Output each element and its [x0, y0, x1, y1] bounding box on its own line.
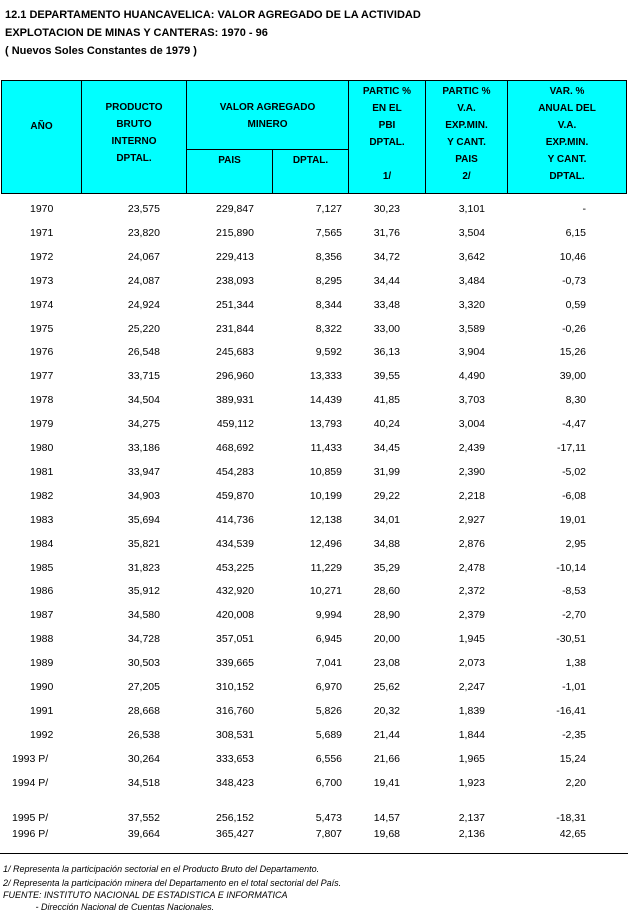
cell-partic-va: 2,218: [458, 489, 485, 502]
cell-anio: 1994 P/: [12, 776, 49, 789]
cell-partic-va: 2,927: [458, 513, 485, 526]
cell-partic-pbi: 14,57: [373, 812, 400, 824]
table-row: [0, 227, 628, 241]
note-source-detail: - Dirección Nacional de Cuentas Nacionales.: [3, 902, 215, 912]
cell-anio: 1983: [30, 513, 54, 526]
cell-va-dptal: 8,356: [315, 250, 342, 263]
header-va-minero: VALOR AGREGADO MINERO: [219, 102, 316, 130]
header-var-anual: VAR. % ANUAL DEL V.A. EXP.MIN. Y CANT. DPTAL.: [538, 86, 596, 182]
cell-partic-pbi: 21,66: [373, 752, 400, 765]
cell-partic-pbi: 29,22: [373, 489, 400, 502]
cell-anio: 1993 P/: [12, 752, 49, 765]
cell-va-pais: 229,847: [216, 203, 254, 215]
cell-partic-va: 4,490: [458, 370, 485, 383]
cell-va-pais: 414,736: [216, 513, 254, 526]
cell-partic-pbi: 20,00: [373, 633, 400, 646]
cell-var: -10,14: [556, 561, 586, 574]
table-row: [0, 828, 628, 842]
cell-anio: 1989: [30, 657, 54, 670]
cell-partic-va: 3,484: [458, 274, 485, 287]
cell-anio: 1972: [30, 250, 54, 263]
table-row: [0, 609, 628, 623]
cell-va-pais: 333,653: [216, 752, 254, 765]
table-row: [0, 394, 628, 408]
table-row: [0, 681, 628, 695]
cell-va-pais: 245,683: [216, 346, 254, 359]
cell-var: 0,59: [565, 298, 586, 311]
cell-va-pais: 310,152: [216, 681, 254, 693]
cell-va-pais: 459,112: [216, 418, 254, 431]
cell-anio: 1974: [30, 298, 54, 311]
cell-partic-pbi: 41,85: [373, 394, 400, 407]
cell-va-dptal: 5,826: [315, 704, 342, 717]
cell-va-pais: 389,931: [216, 394, 254, 407]
cell-partic-pbi: 30,23: [373, 203, 400, 215]
header-pbi: PRODUCTO BRUTO INTERNO DPTAL.: [105, 102, 163, 164]
cell-partic-pbi: 23,08: [373, 657, 400, 670]
table-row: [0, 585, 628, 599]
cell-var: -5,02: [562, 465, 586, 478]
cell-partic-pbi: 31,76: [373, 226, 400, 239]
table-row: [0, 203, 628, 217]
cell-anio: 1980: [30, 442, 54, 454]
note-1: 1/ Representa la participación sectorial en el Producto Bruto del Departamento.: [3, 864, 320, 874]
cell-partic-pbi: 35,29: [373, 561, 400, 574]
cell-var: -18,31: [556, 812, 586, 824]
table-row: [0, 490, 628, 504]
table-row: [0, 323, 628, 337]
cell-var: -: [582, 203, 586, 215]
table-row: [0, 657, 628, 671]
header-partic-pbi: PARTIC % EN EL PBI DPTAL. 1/: [362, 86, 412, 182]
cell-var: 19,01: [559, 513, 586, 526]
cell-partic-va: 3,703: [458, 394, 485, 407]
footer-divider: [0, 853, 628, 854]
cell-partic-va: 2,136: [458, 828, 485, 840]
cell-va-dptal: 8,295: [315, 274, 342, 287]
cell-va-pais: 420,008: [216, 609, 254, 622]
table-row: [0, 442, 628, 456]
table-title: 12.1 DEPARTAMENTO HUANCAVELICA: VALOR AGREGADO DE LA ACTIVIDAD: [5, 9, 421, 21]
cell-pbi: 34,275: [127, 418, 160, 431]
cell-pbi: 34,580: [127, 609, 160, 622]
cell-partic-pbi: 20,32: [373, 704, 400, 717]
cell-va-dptal: 10,271: [309, 585, 342, 598]
cell-va-pais: 296,960: [216, 370, 254, 383]
cell-anio: 1987: [30, 609, 54, 622]
cell-anio: 1984: [30, 537, 54, 550]
cell-var: -4,47: [562, 418, 586, 431]
cell-partic-pbi: 39,55: [373, 370, 400, 383]
cell-pbi: 33,186: [127, 442, 160, 454]
cell-va-pais: 238,093: [216, 274, 254, 287]
cell-va-pais: 308,531: [216, 728, 254, 741]
cell-anio: 1982: [30, 489, 54, 502]
cell-va-pais: 316,760: [216, 704, 254, 717]
cell-va-pais: 432,920: [216, 585, 254, 598]
cell-partic-pbi: 34,88: [373, 537, 400, 550]
cell-va-pais: 231,844: [216, 322, 254, 335]
cell-anio: 1979: [30, 418, 54, 431]
cell-va-dptal: 8,344: [315, 298, 342, 311]
cell-partic-pbi: 28,90: [373, 609, 400, 622]
cell-va-dptal: 5,473: [315, 812, 342, 824]
cell-partic-va: 3,504: [458, 226, 485, 239]
cell-va-pais: 357,051: [216, 633, 254, 646]
cell-va-pais: 348,423: [216, 776, 254, 789]
cell-anio: 1971: [30, 226, 54, 239]
cell-va-pais: 365,427: [216, 828, 254, 840]
cell-partic-va: 2,137: [458, 812, 485, 824]
cell-va-dptal: 13,333: [309, 370, 342, 383]
cell-va-pais: 256,152: [216, 812, 254, 824]
cell-partic-pbi: 34,72: [373, 250, 400, 263]
cell-pbi: 26,538: [127, 728, 160, 741]
cell-var: 39,00: [559, 370, 586, 383]
cell-var: 6,15: [565, 226, 586, 239]
cell-anio: 1990: [30, 681, 54, 693]
table-row: [0, 514, 628, 528]
cell-partic-va: 1,839: [458, 704, 485, 717]
cell-partic-va: 2,247: [458, 681, 485, 693]
table-row: [0, 299, 628, 313]
cell-pbi: 25,220: [127, 322, 160, 335]
cell-va-dptal: 9,592: [315, 346, 342, 359]
cell-va-pais: 468,692: [216, 442, 254, 454]
cell-va-dptal: 7,807: [315, 828, 342, 840]
cell-va-dptal: 8,322: [315, 322, 342, 335]
cell-va-pais: 434,539: [216, 537, 254, 550]
table-row: [0, 812, 628, 826]
cell-pbi: 35,694: [127, 513, 160, 526]
cell-anio: 1995 P/: [12, 812, 49, 824]
cell-pbi: 24,067: [127, 250, 160, 263]
table-row: [0, 705, 628, 719]
cell-va-dptal: 14,439: [309, 394, 342, 407]
cell-va-dptal: 12,496: [309, 537, 342, 550]
cell-partic-va: 1,965: [458, 752, 485, 765]
cell-var: -8,53: [562, 585, 586, 598]
cell-va-pais: 339,665: [216, 657, 254, 670]
cell-anio: 1977: [30, 370, 54, 383]
cell-pbi: 30,264: [127, 752, 160, 765]
cell-var: 2,95: [565, 537, 586, 550]
cell-partic-va: 2,478: [458, 561, 485, 574]
cell-va-dptal: 6,700: [315, 776, 342, 789]
cell-anio: 1970: [30, 203, 54, 215]
cell-anio: 1986: [30, 585, 54, 598]
cell-va-dptal: 13,793: [309, 418, 342, 431]
cell-pbi: 35,912: [127, 585, 160, 598]
cell-anio: 1985: [30, 561, 54, 574]
cell-va-dptal: 10,859: [309, 465, 342, 478]
cell-pbi: 31,823: [127, 561, 160, 574]
cell-anio: 1992: [30, 728, 54, 741]
cell-va-pais: 229,413: [216, 250, 254, 263]
cell-va-dptal: 9,994: [315, 609, 342, 622]
cell-var: -6,08: [562, 489, 586, 502]
cell-var: -2,35: [562, 728, 586, 741]
cell-partic-pbi: 21,44: [373, 728, 400, 741]
cell-va-pais: 251,344: [216, 298, 254, 311]
cell-va-dptal: 11,433: [310, 442, 342, 454]
cell-pbi: 33,947: [127, 465, 160, 478]
cell-pbi: 34,518: [127, 776, 160, 789]
table-row: [0, 466, 628, 480]
cell-va-dptal: 6,945: [315, 633, 342, 646]
cell-partic-va: 3,642: [458, 250, 485, 263]
cell-pbi: 24,087: [127, 274, 160, 287]
cell-va-dptal: 5,689: [315, 728, 342, 741]
cell-var: 8,30: [565, 394, 586, 407]
header-anio: AÑO: [30, 121, 53, 132]
cell-partic-va: 3,904: [458, 346, 485, 359]
cell-var: -17,11: [557, 442, 586, 454]
cell-pbi: 27,205: [127, 681, 160, 693]
cell-anio: 1975: [30, 322, 54, 335]
cell-partic-pbi: 28,60: [373, 585, 400, 598]
cell-var: 42,65: [559, 828, 586, 840]
cell-pbi: 30,503: [127, 657, 160, 670]
cell-pbi: 23,575: [127, 203, 160, 215]
cell-partic-va: 3,320: [458, 298, 485, 311]
table-row: [0, 562, 628, 576]
cell-partic-pbi: 34,01: [373, 513, 400, 526]
cell-var: -2,70: [562, 609, 586, 622]
cell-va-dptal: 6,970: [315, 681, 342, 693]
cell-partic-va: 2,439: [458, 442, 485, 454]
cell-va-dptal: 11,229: [310, 561, 342, 574]
cell-anio: 1981: [30, 465, 54, 478]
table-row: [0, 275, 628, 289]
cell-partic-va: 3,004: [458, 418, 485, 431]
header-pais: PAIS: [218, 155, 241, 166]
table-row: [0, 753, 628, 767]
cell-pbi: 35,821: [127, 537, 160, 550]
cell-pbi: 24,924: [127, 298, 160, 311]
cell-va-pais: 454,283: [216, 465, 254, 478]
cell-var: 10,46: [559, 250, 586, 263]
cell-partic-va: 2,372: [458, 585, 485, 598]
cell-partic-va: 1,945: [458, 633, 485, 646]
cell-partic-va: 2,390: [458, 465, 485, 478]
cell-partic-va: 2,876: [458, 537, 485, 550]
cell-partic-pbi: 31,99: [373, 465, 400, 478]
cell-partic-va: 1,844: [458, 728, 485, 741]
cell-va-pais: 453,225: [216, 561, 254, 574]
cell-partic-va: 3,101: [458, 203, 485, 215]
cell-partic-pbi: 19,68: [373, 828, 400, 840]
note-source: FUENTE: INSTITUTO NACIONAL DE ESTADISTICA E INFORMATICA: [3, 890, 288, 900]
cell-pbi: 39,664: [127, 828, 160, 840]
cell-partic-pbi: 34,45: [373, 442, 400, 454]
cell-partic-va: 2,073: [458, 657, 485, 670]
table-row: [0, 346, 628, 360]
table-row: [0, 633, 628, 647]
table-subtitle: EXPLOTACION DE MINAS Y CANTERAS: 1970 - 96: [5, 27, 268, 39]
cell-var: -0,26: [562, 322, 586, 335]
cell-anio: 1976: [30, 346, 54, 359]
table-row: [0, 729, 628, 743]
cell-var: -30,51: [556, 633, 586, 646]
cell-va-dptal: 7,565: [315, 226, 342, 239]
cell-partic-pbi: 34,44: [373, 274, 400, 287]
cell-partic-pbi: 19,41: [373, 776, 400, 789]
cell-var: 15,24: [559, 752, 586, 765]
cell-partic-pbi: 25,62: [373, 681, 400, 693]
cell-var: 15,26: [559, 346, 586, 359]
cell-partic-va: 2,379: [458, 609, 485, 622]
header-partic-va: PARTIC % V.A. EXP.MIN. Y CANT. PAIS 2/: [442, 86, 491, 182]
cell-pbi: 33,715: [127, 370, 160, 383]
table-row: [0, 777, 628, 791]
cell-pbi: 34,728: [127, 633, 160, 646]
cell-partic-va: 1,923: [458, 776, 485, 789]
cell-partic-va: 3,589: [458, 322, 485, 335]
table-row: [0, 251, 628, 265]
cell-var: -1,01: [562, 681, 586, 693]
cell-var: 2,20: [565, 776, 586, 789]
cell-pbi: 26,548: [127, 346, 160, 359]
cell-va-dptal: 12,138: [309, 513, 342, 526]
table-header: [1, 80, 627, 194]
cell-anio: 1988: [30, 633, 54, 646]
cell-var: -16,41: [556, 704, 586, 717]
table-row: [0, 418, 628, 432]
cell-var: 1,38: [565, 657, 586, 670]
cell-va-pais: 215,890: [216, 226, 254, 239]
cell-va-dptal: 7,127: [315, 203, 342, 215]
table-row: [0, 538, 628, 552]
cell-va-dptal: 6,556: [315, 752, 342, 765]
table-units: ( Nuevos Soles Constantes de 1979 ): [5, 45, 197, 57]
cell-var: -0,73: [562, 274, 586, 287]
cell-pbi: 37,552: [127, 812, 160, 824]
cell-partic-pbi: 33,48: [373, 298, 400, 311]
table-row: [0, 370, 628, 384]
cell-pbi: 28,668: [127, 704, 160, 717]
cell-partic-pbi: 33,00: [373, 322, 400, 335]
cell-va-pais: 459,870: [216, 489, 254, 502]
cell-anio: 1996 P/: [12, 828, 49, 840]
cell-anio: 1991: [30, 704, 54, 717]
cell-pbi: 34,504: [127, 394, 160, 407]
cell-va-dptal: 10,199: [309, 489, 342, 502]
cell-anio: 1978: [30, 394, 54, 407]
cell-pbi: 23,820: [127, 226, 160, 239]
cell-partic-pbi: 40,24: [373, 418, 400, 431]
cell-anio: 1973: [30, 274, 54, 287]
note-2: 2/ Representa la participación minera del Departamento en el total sectorial del País.: [3, 878, 342, 888]
cell-pbi: 34,903: [127, 489, 160, 502]
cell-va-dptal: 7,041: [315, 657, 342, 670]
header-dptal: DPTAL.: [292, 155, 329, 166]
cell-partic-pbi: 36,13: [373, 346, 400, 359]
